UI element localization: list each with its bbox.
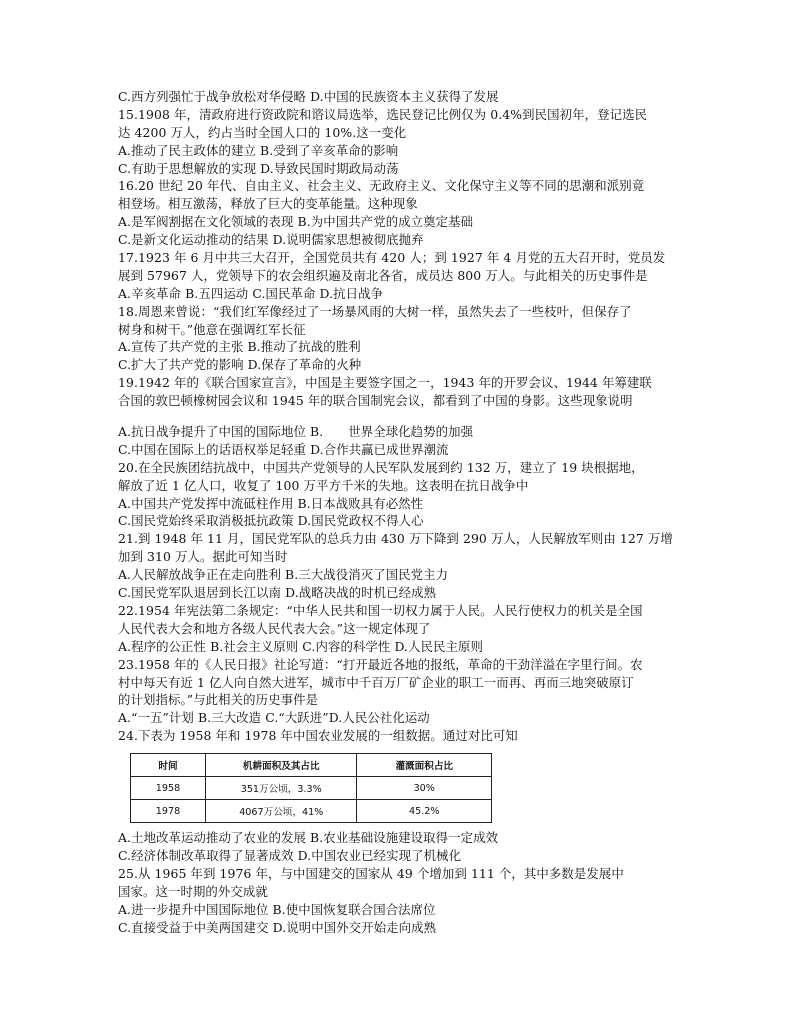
text-line: C.是新文化运动推动的结果 D.说明儒家思想被彻底抛弃 [118,232,424,248]
table-header-cell: 机耕面积及其占比 [206,754,357,777]
text-line: 解放了近 1 亿人口，收复了 100 万平方千米的失地。这表明在抗日战争中 [118,477,529,493]
table-cell: 30% [357,777,492,800]
text-line: 21.到 1948 年 11 月，国民党军队的总兵力由 430 万下降到 290 万人，人民解放军则由 127 万增 [118,531,673,547]
text-line: 加到 310 万人。据此可知当时 [118,549,288,565]
text-line: C.西方列强忙于战争放松对华侵略 D.中国的民族资本主义获得了发展 [118,89,499,104]
text-line: 15.1908 年，清政府进行资政院和谘议局选举，选民登记比例仅为 0.4%到民国初年，登记选民 [118,106,648,122]
table-header-cell: 灌溉面积占比 [357,754,492,777]
table-cell: 1958 [131,777,206,800]
question-text-block [118,829,688,936]
table-header-cell: 时间 [131,754,206,777]
table-row [131,777,492,800]
text-line: 18.周恩来曾说：“我们红军像经过了一场暴风雨的大树一样，虽然失去了一些枝叶，但保存了 [118,303,632,319]
text-line: 展到 57967 人，党领导下的农会组织遍及南北各省，成员达 800 万人。与此相关的历史事件是 [118,267,648,283]
text-line: A.土地改革运动推动了农业的发展 B.农业基础设施建设取得一定成效 [118,830,499,846]
text-line: A.人民解放战争正在走向胜利 B.三大战役消灭了国民党主力 [118,567,449,583]
text-line: C.扩大了共产党的影响 D.保存了革命的火种 [118,357,362,373]
text-line: 20.在全民族团结抗战中，中国共产党领导的人民军队发展到约 132 万，建立了 19 块根据地， [118,459,644,475]
text-line: C.有助于思想解放的实现 D.导致民国时期政局动荡 [118,160,399,176]
table-row [131,800,492,823]
text-line: A.是军阀割据在文化领域的表现 B.为中国共产党的成立奠定基础 [118,214,474,230]
table-cell: 1978 [131,800,206,823]
text-line: 人民代表大会和地方各级人民代表大会。”这一规定体现了 [118,620,431,636]
text-line: 国家。这一时期的外交成就 [118,883,268,899]
text-line: A.中国共产党发挥中流砥柱作用 B.日本战败具有必然性 [118,495,424,511]
text-line: A.宣传了共产党的主张 B.推动了抗战的胜利 [118,339,361,355]
text-line: 17.1923 年 6 月中共三大召开，全国党员共有 420 人；到 1927 年 4 月党的五大召开时，党员发 [118,250,666,266]
table-cell: 45.2% [357,800,492,823]
text-line: A.辛亥革命 B.五四运动 C.国民革命 D.抗日战争 [118,285,384,301]
exam-page [118,88,688,936]
table-header-row [131,754,492,777]
text-line: A.抗日战争提升了中国的国际地位 B. 世界全球化趋势的加强 [118,424,474,440]
text-line [118,410,688,423]
table-cell: 351万公顷，3.3% [206,777,357,800]
text-line: 24.下表为 1958 年和 1978 年中国农业发展的一组数据。通过对比可知 [118,728,518,744]
text-line: 合国的敦巴顿橡树园会议和 1945 年的联合国制宪会议，都看到了中国的身影。这些现象说明 [118,393,633,409]
text-line: 的计划指标。”与此相关的历史事件是 [118,692,319,708]
text-line: C.经济体制改革取得了显著成效 D.中国农业已经实现了机械化 [118,847,462,863]
text-line: A.进一步提升中国国际地位 B.使中国恢复联合国合法席位 [118,901,436,917]
text-line: 村中每天有近 1 亿人向自然大进军，城市中千百万厂矿企业的职工一而再、再而三地突破原订 [118,674,634,690]
text-line: 相登场。相互激荡，释放了巨大的变革能量。这种现象 [118,196,418,212]
text-line: C.国民党军队退居到长江以南 D.战略决战的时机已经成熟 [118,585,437,601]
text-line: 达 4200 万人，约占当时全国人口的 10%.这一变化 [118,124,407,140]
text-line: A.程序的公正性 B.社会主义原则 C.内容的科学性 D.人民民主原则 [118,638,484,654]
text-line: 16.20 世纪 20 年代、自由主义、社会主义、无政府主义、文化保守主义等不同的思潮和派别竟 [118,178,645,194]
text-line: 23.1958 年的《人民日报》社论写道：“打开最近各地的报纸，革命的干劲洋溢在字里行间。农 [118,656,643,672]
agriculture-data-table [130,753,492,823]
text-line: A.“一五”计划 B.三大改造 C.“大跃进”D.人民公社化运动 [118,710,430,726]
text-line: C.国民党始终采取消极抵抗政策 D.国民党政权不得人心 [118,513,424,529]
text-line: 22.1954 年宪法第二条规定：“中华人民共和国一切权力属于人民。人民行使权力的机关是全国 [118,602,643,618]
question-text-block [118,88,688,745]
text-line: 25.从 1965 年到 1976 年，与中国建交的国家从 49 个增加到 111 个，其中多数是发展中 [118,865,624,881]
text-line: 树身和树干。”他意在强调红军长征 [118,321,306,337]
text-line: 19.1942 年的《联合国家宣言》，中国是主要签字国之一，1943 年的开罗会议、1944 年筹建联 [118,375,652,391]
text-line: C.直接受益于中美两国建交 D.说明中国外交开始走向成熟 [118,919,437,935]
table-cell: 4067万公顷，41% [206,800,357,823]
text-line: A.推动了民主政体的建立 B.受到了辛亥革命的影响 [118,142,399,158]
text-line: C.中国在国际上的话语权举足轻重 D.合作共赢已成世界潮流 [118,441,449,457]
